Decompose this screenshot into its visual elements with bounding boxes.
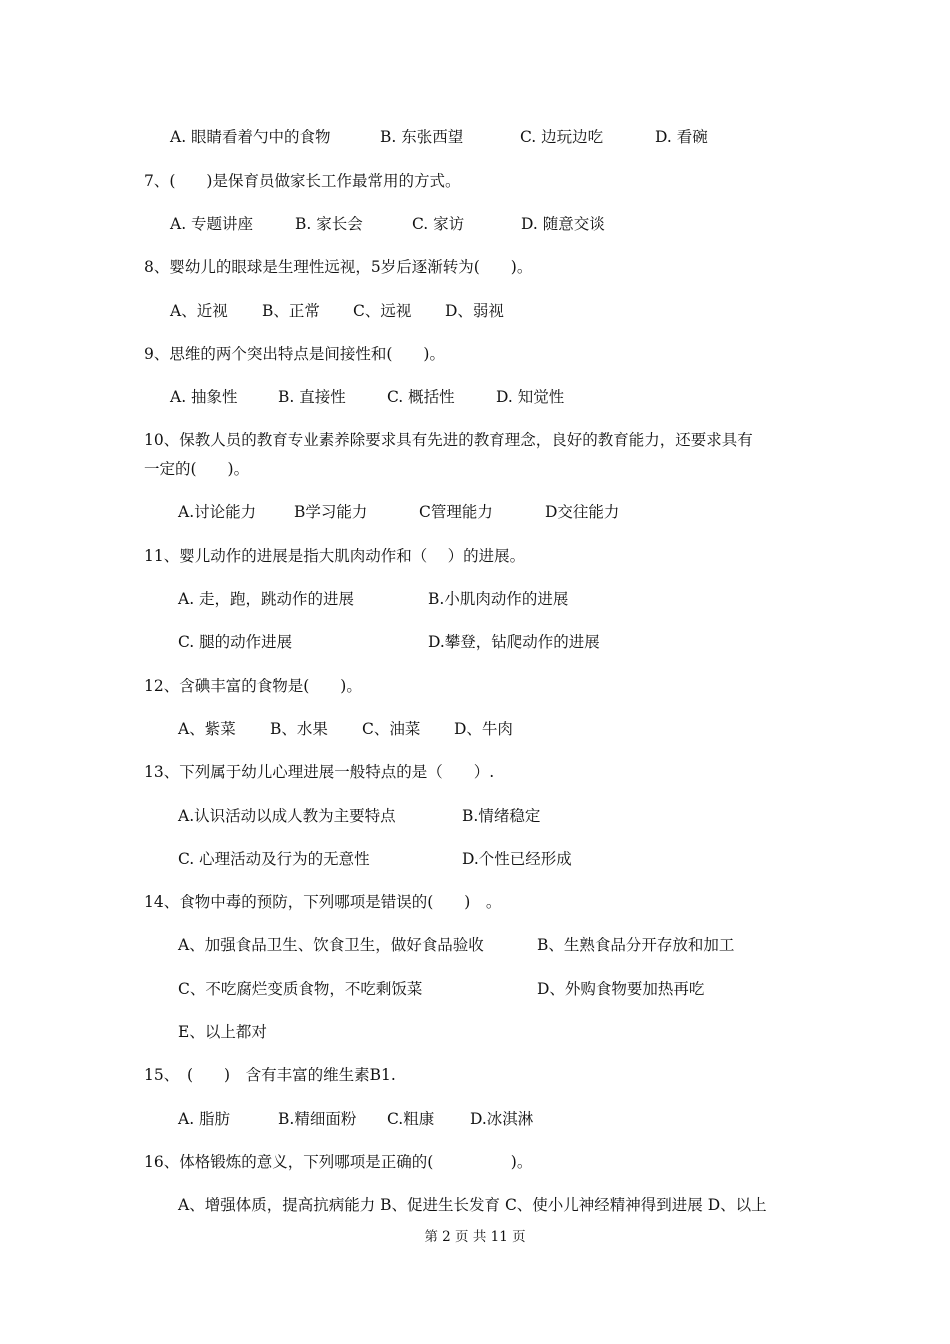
option-b: B学习能力 [294, 503, 368, 521]
option-a: A、紫菜 [178, 720, 236, 738]
question-9-stem: 9、思维的两个突出特点是间接性和( )。 [144, 345, 445, 363]
option-b: B、生熟食品分开存放和加工 [537, 936, 735, 954]
option-c: C. 心理活动及行为的无意性 [178, 850, 370, 868]
question-7-stem: 7、( )是保育员做家长工作最常用的方式。 [144, 172, 461, 190]
option-c: C. 腿的动作进展 [178, 633, 293, 651]
option-c: C、油菜 [362, 720, 421, 738]
option-a: A. 脂肪 [178, 1110, 231, 1128]
option-c: C. 家访 [412, 215, 465, 233]
option-c: C. 概括性 [387, 388, 455, 406]
question-16-options: A、增强体质，提高抗病能力 B、促进生长发育 C、使小儿神经精神得到进展 D、以上 [178, 1196, 767, 1214]
option-c: C.粗康 [387, 1110, 435, 1128]
option-b: B、水果 [270, 720, 328, 738]
question-8-stem: 8、婴幼儿的眼球是生理性远视，5岁后逐渐转为( )。 [144, 258, 533, 276]
question-12-stem: 12、含碘丰富的食物是( )。 [144, 677, 362, 695]
option-b: B. 东张西望 [380, 128, 464, 146]
option-d: D. 看碗 [655, 128, 708, 146]
option-c: C、远视 [353, 302, 412, 320]
question-10-stem-continued: 一定的( )。 [144, 460, 250, 478]
option-a: A. 抽象性 [170, 388, 238, 406]
option-d: D.冰淇淋 [470, 1110, 534, 1128]
option-d: D.攀登，钻爬动作的进展 [428, 633, 600, 651]
option-a: A.认识活动以成人教为主要特点 [178, 807, 396, 825]
option-d: D、牛肉 [454, 720, 513, 738]
option-b: B.小肌肉动作的进展 [428, 590, 569, 608]
option-d: D.个性已经形成 [462, 850, 572, 868]
option-a: A. 走，跑，跳动作的进展 [178, 590, 355, 608]
option-d: D. 知觉性 [496, 388, 565, 406]
option-d: D、外购食物要加热再吃 [537, 980, 705, 998]
option-d: D交往能力 [545, 503, 620, 521]
question-11-stem: 11、婴儿动作的进展是指大肌肉动作和（ ）的进展。 [144, 547, 526, 565]
option-d: D. 随意交谈 [521, 215, 605, 233]
option-c: C. 边玩边吃 [520, 128, 604, 146]
option-b: B.精细面粉 [278, 1110, 357, 1128]
option-b: B. 直接性 [278, 388, 346, 406]
option-c: C管理能力 [419, 503, 493, 521]
option-a: A.讨论能力 [178, 503, 257, 521]
option-c: C、不吃腐烂变质食物，不吃剩饭菜 [178, 980, 423, 998]
option-b: B. 家长会 [295, 215, 363, 233]
option-b: B.情绪稳定 [462, 807, 541, 825]
option-e: E、以上都对 [178, 1023, 267, 1041]
option-a: A. 专题讲座 [170, 215, 254, 233]
option-a: A. 眼睛看着勺中的食物 [170, 128, 331, 146]
option-d: D、弱视 [445, 302, 504, 320]
option-b: B、正常 [262, 302, 320, 320]
question-15-stem: 15、 ( ) 含有丰富的维生素B1. [144, 1066, 396, 1084]
question-14-stem: 14、食物中毒的预防，下列哪项是错误的( ) 。 [144, 893, 502, 911]
question-16-stem: 16、体格锻炼的意义，下列哪项是正确的( )。 [144, 1153, 533, 1171]
question-13-stem: 13、下列属于幼儿心理进展一般特点的是（ ）. [144, 763, 495, 781]
option-a: A、加强食品卫生、饮食卫生，做好食品验收 [178, 936, 484, 954]
question-10-stem: 10、保教人员的教育专业素养除要求具有先进的教育理念，良好的教育能力，还要求具有 [144, 431, 753, 449]
option-a: A、近视 [170, 302, 228, 320]
page-number-footer: 第 2 页 共 11 页 [424, 1229, 526, 1245]
